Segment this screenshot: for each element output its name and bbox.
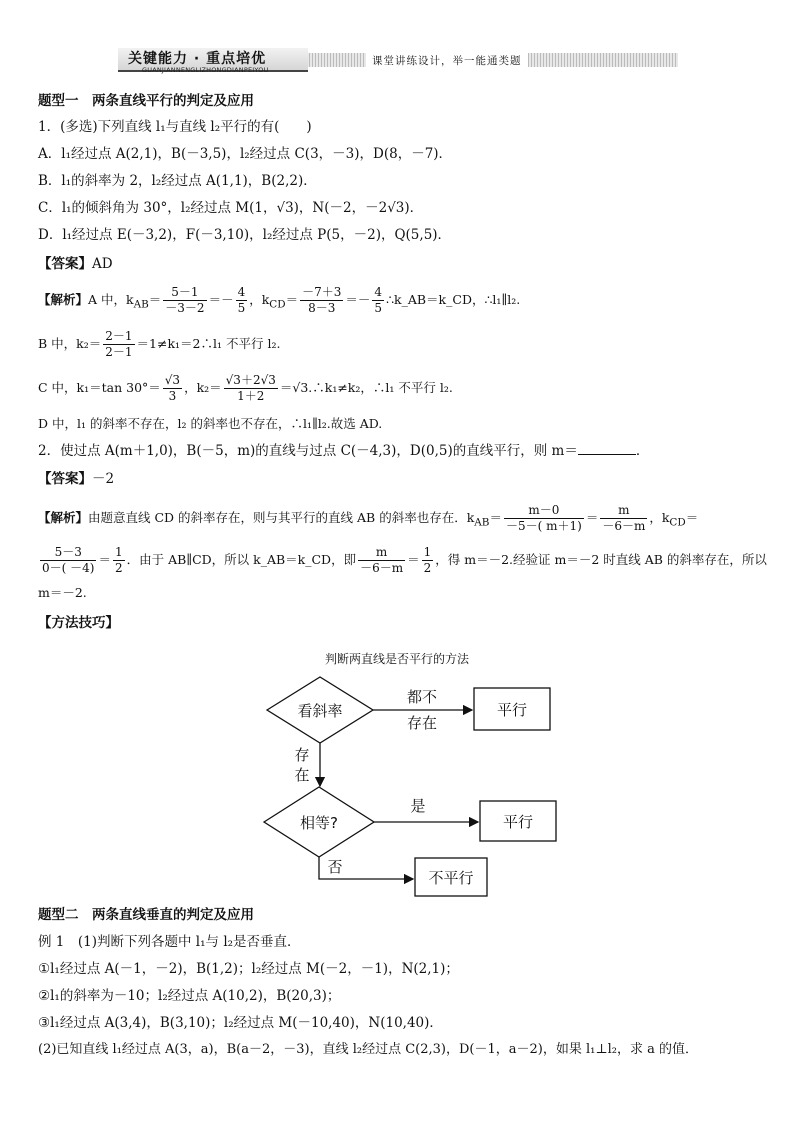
text: ＝√3.∴k₁≠k₂，∴l₁ 不平行 l₂. — [279, 380, 453, 395]
subscript-cd: CD — [669, 516, 686, 529]
fraction-den: 5 — [374, 301, 383, 315]
question-1-stem: 1．(多选)下列直线 l₁与直线 l₂平行的有( ) — [38, 119, 312, 135]
fraction-den: －6－m — [360, 561, 404, 575]
text: 由题意直线 CD 的斜率存在，则与其平行的直线 AB 的斜率也存在．k — [88, 510, 475, 525]
edge-yes-text: 是 — [410, 797, 426, 815]
example-1-item-1: ①l₁经过点 A(－1，－2)，B(1,2)；l₂经过点 M(－2，－1)，N(2,1)； — [38, 961, 459, 977]
fraction-num: √3 — [164, 373, 181, 387]
example-1-stem: 例 1 (1)判断下列各题中 l₁与 l₂是否垂直． — [38, 934, 301, 950]
fraction-num: 4 — [374, 285, 383, 299]
fraction-num: 4 — [237, 285, 246, 299]
fraction-num: 5－3 — [40, 545, 96, 561]
node-parallel-1-text: 平行 — [496, 701, 528, 719]
text: ，k — [249, 292, 270, 307]
node-slope-text: 看斜率 — [297, 702, 343, 720]
text: ，得 m＝－2.经验证 m＝－2 时直线 AB 的斜率存在，所以 — [435, 552, 767, 567]
analysis-2-line2: $\frac{5-3}{0-( -4)}$ ＝ $\frac{1}{2}$ ．由于 AB∥CD，所以 k_AB＝k_CD，即 $\frac{m}{-6-m}$ ＝ $\frac{1}{2}$ ，得 m＝－2.经验证 m＝－2 时直线 AB 的斜率存在，所以 — [42, 545, 767, 575]
edge-both-none-text-2: 存在 — [406, 714, 438, 732]
subscript-ab: AB — [474, 516, 490, 529]
edge-exist-text-1: 存 — [294, 746, 310, 764]
fraction-num: m－0 — [504, 503, 584, 519]
analysis-2-line1: 【解析】由题意直线 CD 的斜率存在，则与其平行的直线 AB 的斜率也存在．$k_{AB}=$ $\frac{m-0}{-5-( m+1)}$ ＝ $\frac{m}{-6-m}$ ，$k_{CD}=$ — [38, 503, 699, 533]
banner-pinyin: GUANJIANNENGLIZHONGDIANPEIYOU — [142, 66, 269, 74]
analysis-a-prefix: A 中，k — [88, 292, 134, 307]
fraction-num: m — [358, 545, 405, 561]
fraction-den: 2 — [114, 561, 123, 575]
fraction-den: 2－1 — [105, 345, 133, 359]
fraction-num: 5－1 — [163, 285, 206, 301]
example-1-item-3: ③l₁经过点 A(3,4)，B(3,10)；l₂经过点 M(－10,40)，N(10,40)． — [38, 1015, 443, 1031]
section-heading-1: 题型一 两条直线平行的判定及应用 — [38, 93, 254, 109]
fraction-den: 5 — [237, 301, 246, 315]
analysis-d: D 中，l₁ 的斜率不存在，l₂ 的斜率也不存在，∴l₁∥l₂.故选 AD. — [38, 416, 383, 431]
analysis-label: 【解析】 — [38, 510, 89, 525]
option-b: B．l₁的斜率为 2，l₂经过点 A(1,1)，B(2,2)． — [38, 173, 317, 189]
banner-title: 关键能力 · 重点培优 — [128, 51, 267, 67]
fraction-den: 3 — [168, 389, 177, 403]
answer-label: 【答案】 — [38, 256, 92, 272]
fraction-num: 1 — [423, 545, 432, 559]
banner-subtitle: 课堂讲练设计，举一能通类题 — [366, 53, 528, 68]
subscript-ab: AB — [133, 298, 149, 311]
text: ＝－ — [345, 292, 371, 307]
fraction-num: 2－1 — [105, 329, 133, 343]
method-label: 【方法技巧】 — [38, 615, 119, 631]
text: B 中，k₂＝ — [38, 336, 102, 351]
analysis-2-line3: m＝－2. — [38, 585, 87, 600]
text: ，k₂＝ — [184, 380, 222, 395]
section-heading-2: 题型二 两条直线垂直的判定及应用 — [38, 907, 254, 923]
fraction-den: 8－3 — [308, 301, 336, 315]
text: ＝1≠k₁＝2∴l₁ 不平行 l₂. — [136, 336, 281, 351]
text: ，k — [649, 510, 670, 525]
text: ∴k_AB＝k_CD，∴l₁∥l₂. — [386, 292, 521, 307]
answer-value: －2 — [92, 471, 115, 487]
text: 2．使过点 A(m＋1,0)，B(－5，m)的直线与过点 C(－4,3)，D(0,5)的直线平行，则 m＝ — [38, 443, 578, 459]
diagram-title: 判断两直线是否平行的方法 — [324, 652, 469, 666]
fraction-num: －7＋3 — [302, 285, 342, 299]
analysis-a: 【解析】A 中，$k_{AB}=$ $\frac{5-1}{-3-2}$ ＝－ $\frac{4}{5}$ ，$k_{CD}=$ $\frac{-7+3}{8-3}$ ＝－ $\frac{4}{5}$ ∴k_AB＝k_CD，∴l₁∥l₂. — [38, 285, 521, 315]
answer-label: 【答案】 — [38, 471, 92, 487]
fraction-den: 1＋2 — [237, 389, 265, 403]
option-a: A．l₁经过点 A(2,1)，B(－3,5)，l₂经过点 C(3，－3)，D(8，－7)． — [38, 146, 453, 162]
text: C 中，k₁＝tan 30°＝ — [38, 380, 161, 395]
fraction-den: －6－m — [602, 519, 646, 533]
text: ． — [635, 443, 650, 459]
edge-both-none-text-1: 都不 — [406, 688, 438, 706]
fraction-den: －3－2 — [165, 301, 205, 315]
example-1-part-2: (2)已知直线 l₁经过点 A(3，a)，B(a－2，－3)，直线 l₂经过点 C(2,3)，D(－1，a－2)，如果 l₁⊥l₂，求 a 的值． — [38, 1042, 698, 1057]
analysis-label: 【解析】 — [38, 292, 89, 307]
edge-no-text: 否 — [327, 858, 343, 876]
text: ＝－ — [208, 292, 234, 307]
subscript-cd: CD — [269, 298, 286, 311]
node-equal-text: 相等? — [300, 814, 338, 832]
node-not-parallel-text: 不平行 — [428, 869, 474, 887]
fraction-den: 0－( －4) — [42, 561, 95, 575]
fraction-den: －5－( m＋1) — [505, 519, 582, 533]
example-1-item-2: ②l₁的斜率为－10；l₂经过点 A(10,2)，B(20,3)； — [38, 988, 341, 1004]
node-parallel-2-text: 平行 — [502, 813, 534, 831]
option-c: C．l₁的倾斜角为 30°，l₂经过点 M(1，√3)，N(－2，－2√3)． — [38, 200, 424, 216]
option-d: D．l₁经过点 E(－3,2)，F(－3,10)，l₂经过点 P(5，－2)，Q(5,5)． — [38, 227, 452, 243]
fraction-num: 1 — [114, 545, 123, 559]
fraction-den: 2 — [423, 561, 432, 575]
answer-value: AD — [92, 256, 113, 272]
edge-exist-text-2: 在 — [294, 766, 310, 784]
fraction-num: m — [600, 503, 647, 519]
text: ．由于 AB∥CD，所以 k_AB＝k_CD，即 — [126, 552, 357, 567]
fraction-num: √3＋2√3 — [225, 373, 276, 387]
